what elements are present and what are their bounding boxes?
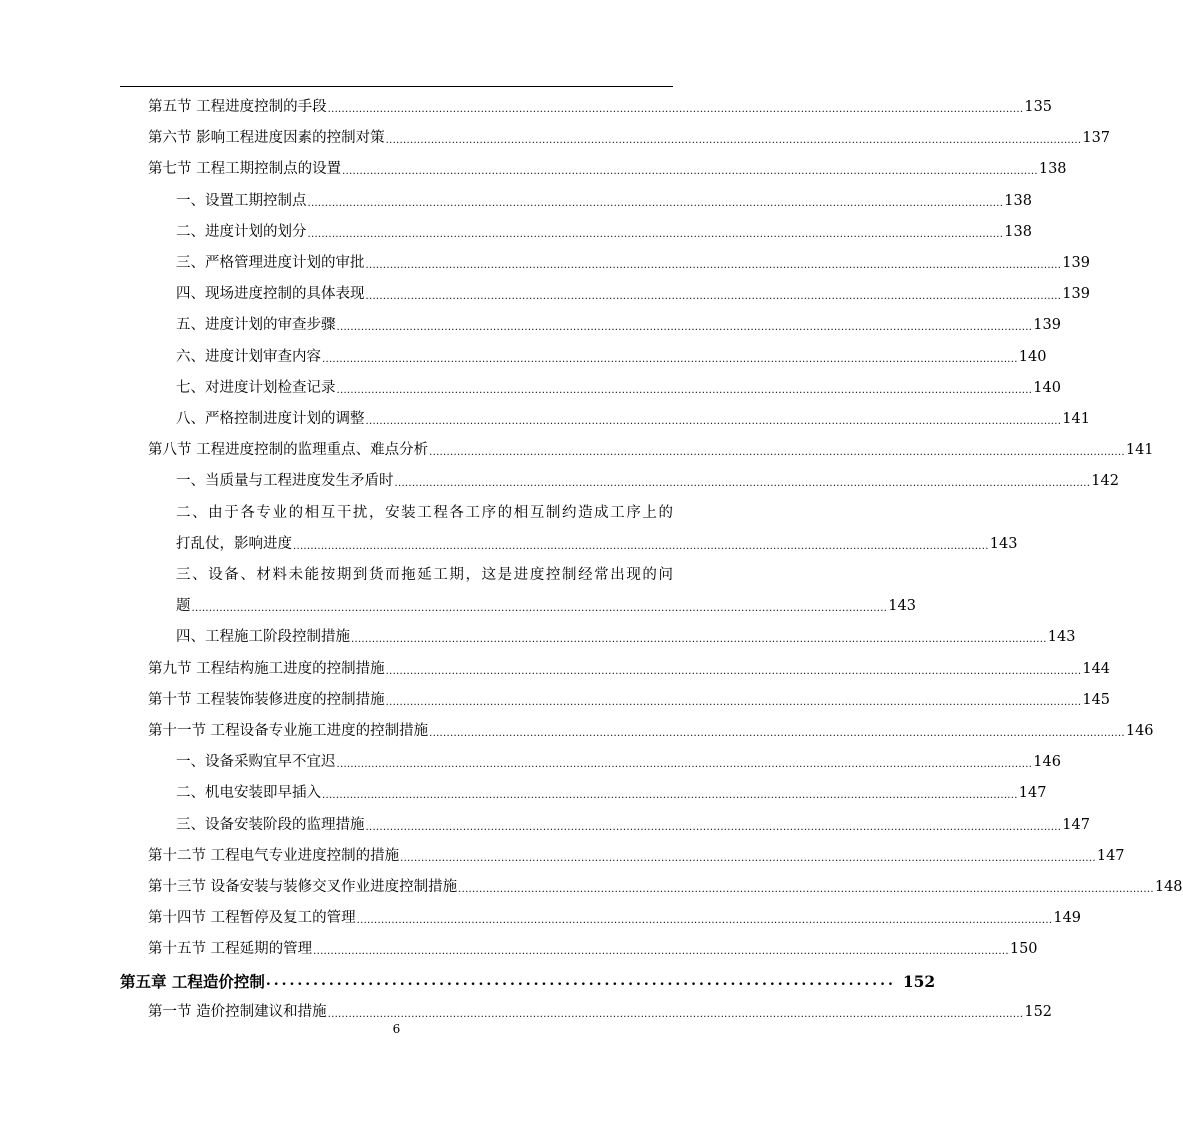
toc-entry-page: 145 bbox=[1082, 691, 1111, 708]
toc-entry-page: 142 bbox=[1091, 473, 1119, 490]
toc-entry[interactable] bbox=[120, 966, 936, 997]
toc-entry[interactable] bbox=[120, 934, 1038, 965]
toc-entry[interactable] bbox=[120, 529, 1018, 560]
toc-entry-title: 第十二节 工程电气专业进度控制的措施 bbox=[148, 847, 400, 864]
toc-entry-page: 139 bbox=[1062, 255, 1090, 271]
toc-entry[interactable] bbox=[120, 810, 1090, 841]
toc-entry[interactable] bbox=[120, 872, 1183, 903]
toc-leader-dots: ........................................................................................................................................................................................................ bbox=[327, 1008, 1024, 1020]
toc-entry-title: 打乱仗，影响进度 bbox=[176, 535, 292, 552]
toc-entry-title: 第九节 工程结构施工进度的控制措施 bbox=[148, 660, 385, 677]
toc-leader-dots: ........................................................................................................................................................................................................ bbox=[429, 728, 1125, 739]
toc-entry-page: 137 bbox=[1082, 130, 1111, 147]
toc-entry[interactable] bbox=[120, 404, 1090, 435]
toc-entry-page: 139 bbox=[1062, 286, 1090, 303]
toc-entry-title: 题 bbox=[176, 598, 191, 615]
toc-entry-page: 140 bbox=[1018, 348, 1047, 365]
toc-entry[interactable] bbox=[120, 186, 1032, 217]
toc-entry[interactable] bbox=[120, 279, 1090, 310]
toc-leader-dots: ........................................................................................................................................................................................................ bbox=[336, 384, 1033, 396]
toc-entry[interactable] bbox=[120, 217, 1032, 248]
toc-entry-title: 一、设备采购宜早不宜迟 bbox=[176, 754, 336, 771]
toc-entry-page: 146 bbox=[1125, 723, 1154, 739]
toc-entry[interactable] bbox=[120, 622, 1076, 653]
toc-leader-dots: ........................................................................................................................................................................................................ bbox=[336, 322, 1033, 334]
toc-entry[interactable] bbox=[120, 591, 916, 622]
toc-entry-title: 五、进度计划的审查步骤 bbox=[176, 317, 336, 334]
toc-entry-page: 148 bbox=[1154, 879, 1183, 895]
toc-leader-dots: ........................................................................................................................................................................................................ bbox=[429, 447, 1125, 459]
toc-entry-page: 138 bbox=[1038, 161, 1067, 178]
toc-leader-dots: ........................................................................................................................................................................................................ bbox=[365, 821, 1062, 833]
toc-entry-page: 147 bbox=[1096, 847, 1125, 864]
toc-entry[interactable] bbox=[120, 154, 1067, 185]
toc-entry-page: 144 bbox=[1082, 660, 1111, 677]
toc-leader-dots: ........................................................................................................................................................................................................ bbox=[356, 915, 1053, 927]
toc-entry[interactable] bbox=[120, 248, 1090, 279]
toc-entry[interactable] bbox=[120, 747, 1061, 778]
toc-entry-title: 七、对进度计划检查记录 bbox=[176, 379, 336, 396]
toc-entry-page: 141 bbox=[1062, 411, 1090, 427]
toc-entry-title: 第五节 工程进度控制的手段 bbox=[148, 99, 327, 115]
toc-entry-page: 143 bbox=[989, 535, 1018, 552]
toc-entry-title: 第十一节 工程设备专业施工进度的控制措施 bbox=[148, 723, 429, 739]
toc-entry-page: 140 bbox=[1033, 379, 1061, 396]
toc-entry[interactable] bbox=[120, 92, 1053, 123]
toc-leader-dots: ........................................................................................................................................................................................................ bbox=[336, 759, 1033, 771]
page-number: 6 bbox=[392, 1022, 401, 1036]
toc-entry[interactable] bbox=[120, 654, 1111, 685]
toc-leader-dots: ........................................................................................................................................................................................................ bbox=[400, 852, 1096, 864]
toc-entry-title: 一、当质量与工程进度发生矛盾时 bbox=[176, 473, 394, 490]
toc-entry-title: 二、进度计划的划分 bbox=[176, 223, 307, 240]
toc-leader-dots: ........................................................................................................................................................................................................ bbox=[385, 665, 1082, 677]
toc-entry-title: 二、机电安装即早插入 bbox=[176, 785, 321, 802]
toc-entry-title: 三、设备安装阶段的监理措施 bbox=[176, 816, 365, 833]
toc-entry-title: 第十五节 工程延期的管理 bbox=[148, 941, 313, 958]
toc-leader-dots: ........................................................................................................................................................................................................ bbox=[385, 135, 1082, 147]
toc-leader-dots: ........................................................................................................................................................................................................ bbox=[351, 634, 1047, 646]
toc-entry-page: 135 bbox=[1024, 99, 1053, 115]
toc-leader-dots: ........................................................................................................................................................................................................ bbox=[342, 166, 1038, 178]
toc-entry-title: 第一节 造价控制建议和措施 bbox=[148, 1003, 327, 1020]
toc-leader-dots: ........................................................................................................................................................................................................ bbox=[307, 228, 1004, 240]
toc-entry-page: 150 bbox=[1009, 941, 1038, 958]
toc-entry-page: 147 bbox=[1062, 816, 1090, 833]
toc-entry-page: 146 bbox=[1033, 754, 1061, 771]
toc-entry[interactable] bbox=[120, 685, 1111, 716]
toc-entry[interactable] bbox=[120, 123, 1111, 154]
toc-leader-dots: ........................................................................................................................................................................................................ bbox=[322, 790, 1018, 802]
toc-leader-dots: ........................................................................................................................................................................................................ bbox=[327, 104, 1024, 115]
toc-entry-page: 147 bbox=[1018, 785, 1047, 802]
toc-leader-dots: ........................................................................................................................................................................................................ bbox=[458, 884, 1154, 895]
toc-entry-page: 138 bbox=[1004, 192, 1032, 209]
toc-entry-title[interactable]: 三、设备、材料未能按期到货而拖延工期，这是进度控制经常出现的问 bbox=[176, 567, 673, 583]
toc-entry-title: 第六节 影响工程进度因素的控制对策 bbox=[148, 130, 385, 147]
toc-entry-title: 四、工程施工阶段控制措施 bbox=[176, 629, 350, 646]
toc-leader-dots: ........................................................................................................................................................................................................ bbox=[365, 416, 1062, 427]
toc-entry-page: 143 bbox=[888, 598, 916, 615]
toc-leader-dots: ........................................................................................................................................................................................................ bbox=[365, 291, 1062, 303]
toc-leader-dots: ........................................................................................................................................................................................................ bbox=[293, 540, 989, 552]
header-rule bbox=[120, 86, 673, 87]
toc-leader-dots: ........................................................................................................................................................................................................ bbox=[365, 260, 1062, 271]
toc-entry[interactable] bbox=[120, 310, 1061, 341]
toc-entry-title: 第八节 工程进度控制的监理重点、难点分析 bbox=[148, 442, 429, 459]
toc-entry[interactable] bbox=[120, 841, 1125, 872]
toc-entry-title: 第十三节 设备安装与装修交叉作业进度控制措施 bbox=[148, 879, 458, 895]
toc-entry-title: 第五章 工程造价控制 bbox=[120, 971, 265, 991]
toc-entry-title: 三、严格管理进度计划的审批 bbox=[176, 255, 365, 271]
toc-leader-dots: ........................................................................................................................................................................................................ bbox=[394, 478, 1091, 490]
toc-leader-dots: ........................................................................................................................................................................................................ bbox=[191, 603, 888, 615]
toc-entry-page: 149 bbox=[1053, 910, 1082, 927]
toc-entry-title: 第十四节 工程暂停及复工的管理 bbox=[148, 910, 356, 927]
toc-entry[interactable] bbox=[120, 778, 1047, 809]
toc-entry-page: 152 bbox=[902, 971, 936, 991]
toc-entry-title: 四、现场进度控制的具体表现 bbox=[176, 286, 365, 303]
toc-entry-page: 141 bbox=[1125, 442, 1154, 459]
toc-entry-title[interactable]: 二、由于各专业的相互干扰，安装工程各工序的相互制约造成工序上的 bbox=[176, 504, 673, 521]
toc-entry-page: 143 bbox=[1047, 629, 1076, 646]
toc-leader-dots: ........................................................................................................................................................................................................ bbox=[385, 696, 1082, 708]
toc-entry[interactable] bbox=[120, 342, 1047, 373]
toc-leader-dots: ................................................................................ bbox=[265, 972, 896, 989]
toc-leader-dots: ........................................................................................................................................................................................................ bbox=[307, 197, 1004, 209]
toc-entry[interactable] bbox=[120, 373, 1061, 404]
toc-entry[interactable] bbox=[120, 466, 1119, 497]
toc-entry[interactable] bbox=[120, 903, 1082, 934]
toc-entry-title: 一、设置工期控制点 bbox=[176, 192, 307, 209]
toc-entry-title: 第十节 工程装饰装修进度的控制措施 bbox=[148, 691, 385, 708]
toc-entry[interactable] bbox=[120, 435, 1154, 466]
toc-entry-title: 六、进度计划审查内容 bbox=[176, 348, 321, 365]
toc-entry-page: 152 bbox=[1024, 1003, 1053, 1020]
toc-entry-title: 八、严格控制进度计划的调整 bbox=[176, 411, 365, 427]
toc-entry[interactable] bbox=[120, 716, 1154, 747]
toc-entry-title: 第七节 工程工期控制点的设置 bbox=[148, 161, 342, 178]
toc-leader-dots: ........................................................................................................................................................................................................ bbox=[322, 353, 1018, 365]
toc-leader-dots: ........................................................................................................................................................................................................ bbox=[313, 946, 1009, 958]
toc-entry-page: 139 bbox=[1033, 317, 1061, 334]
toc-entry-page: 138 bbox=[1004, 223, 1032, 240]
